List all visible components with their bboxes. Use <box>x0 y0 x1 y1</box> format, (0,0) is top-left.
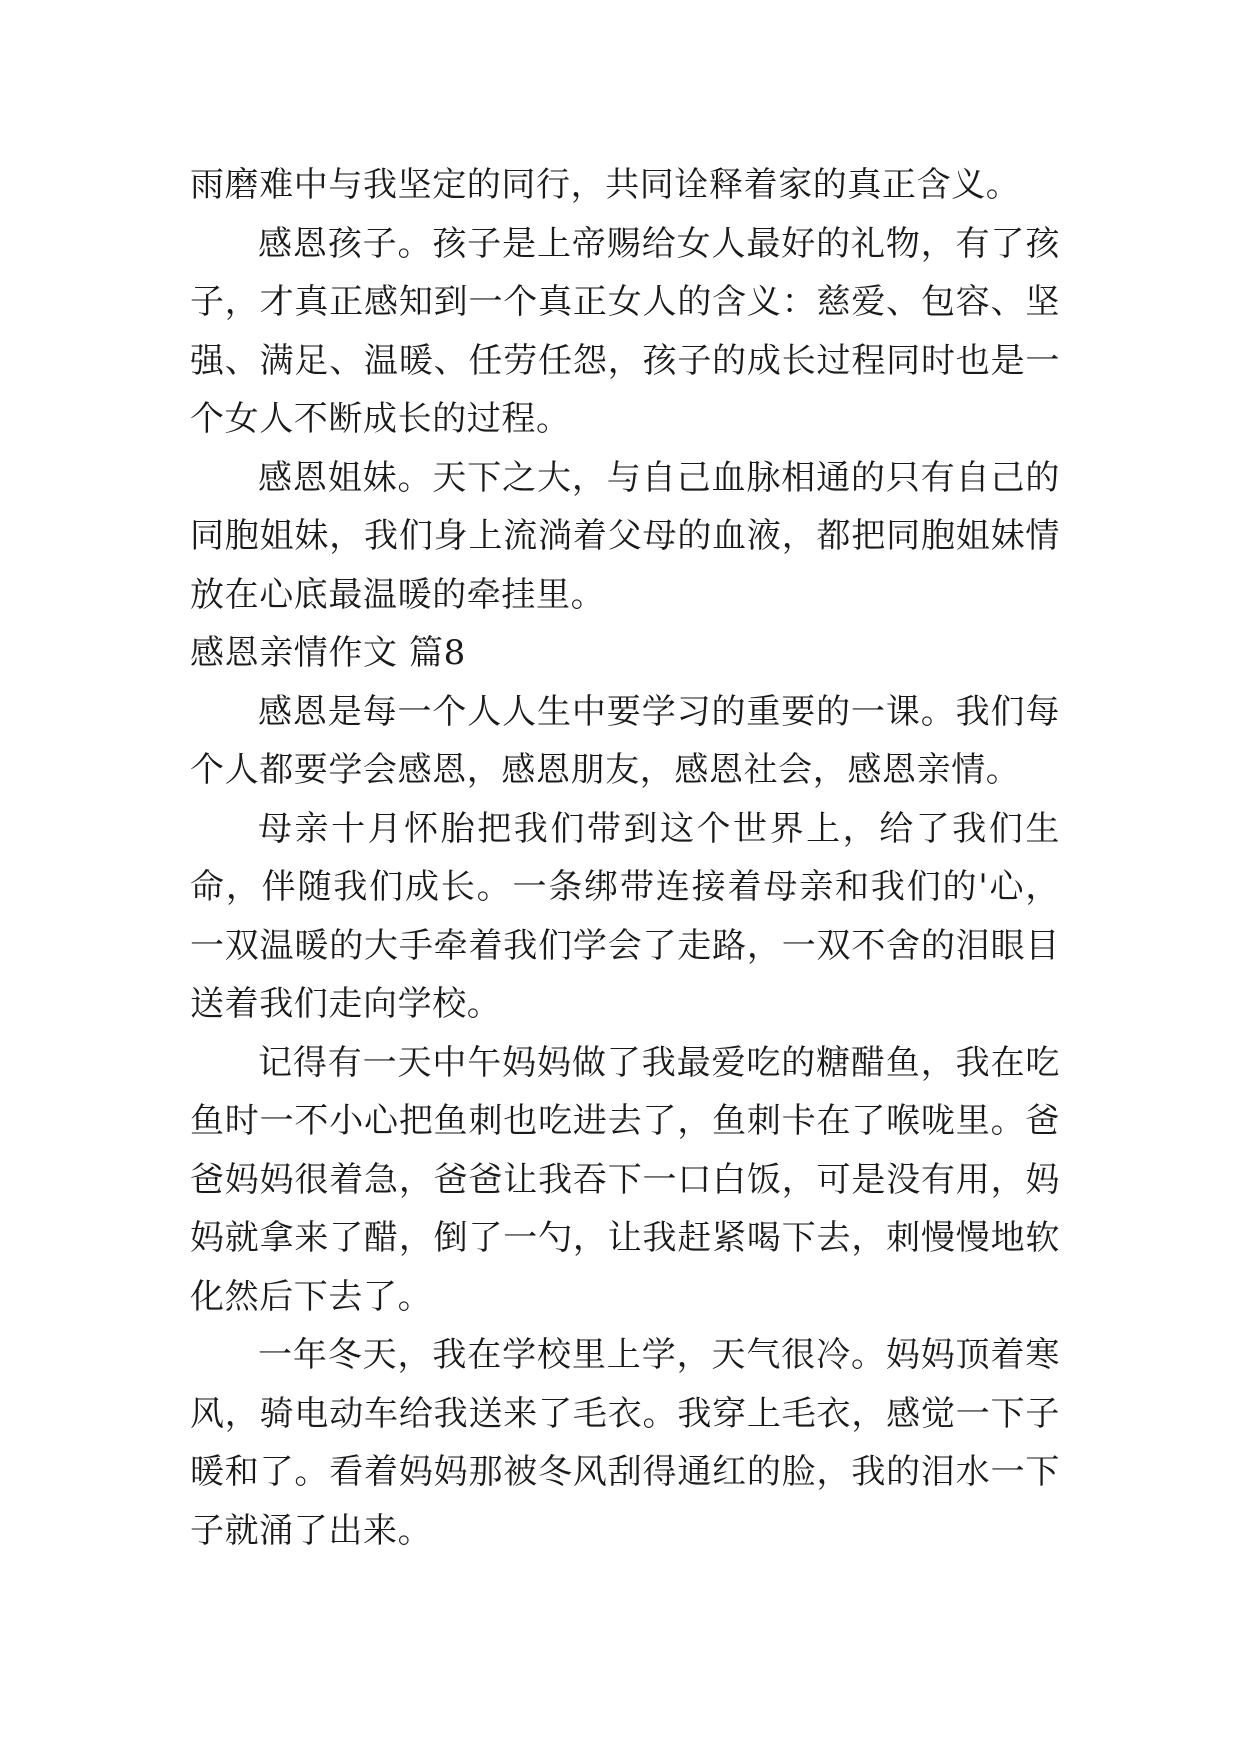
document-body <box>190 156 1060 1560</box>
paragraph-gratitude-lesson: 感恩是每一个人人生中要学习的重要的一课。我们每个人都要学会感恩，感恩朋友，感恩社会，感恩亲情。 <box>190 691 1060 790</box>
paragraph-grateful-sisters: 感恩姐妹。天下之大，与自己血脉相通的只有自己的同胞姐妹，我们身上流淌着父母的血液，都把同胞姐妹情放在心底最温暖的牵挂里。 <box>190 457 1060 615</box>
paragraph-fish-bone: 记得有一天中午妈妈做了我最爱吃的糖醋鱼，我在吃鱼时一不小心把鱼刺也吃进去了，鱼刺卡在了喉咙里。爸爸妈妈很着急，爸爸让我吞下一口白饭，可是没有用，妈妈就拿来了醋，倒了一勺，让我赶紧喝下去，刺慢慢地软化然后下去了。 <box>190 1042 1060 1317</box>
section-heading: 感恩亲情作文 篇8 <box>190 633 466 673</box>
paragraph-continuation: 雨磨难中与我坚定的同行，共同诠释着家的真正含义。 <box>190 165 1021 205</box>
paragraph-grateful-children: 感恩孩子。孩子是上帝赐给女人最好的礼物，有了孩子，才真正感知到一个真正女人的含义：慈爱、包容、坚强、满足、温暖、任劳任怨，孩子的成长过程同时也是一个女人不断成长的过程。 <box>190 223 1060 439</box>
paragraph-winter-sweater: 一年冬天，我在学校里上学，天气很冷。妈妈顶着寒风，骑电动车给我送来了毛衣。我穿上毛衣，感觉一下子暖和了。看着妈妈那被冬风刮得通红的脸，我的泪水一下子就涌了出来。 <box>190 1335 1060 1551</box>
paragraph-mother-birth: 母亲十月怀胎把我们带到这个世界上，给了我们生命，伴随我们成长。一条绑带连接着母亲和我们的'心，一双温暖的大手牵着我们学会了走路，一双不舍的泪眼目送着我们走向学校。 <box>190 808 1060 1024</box>
